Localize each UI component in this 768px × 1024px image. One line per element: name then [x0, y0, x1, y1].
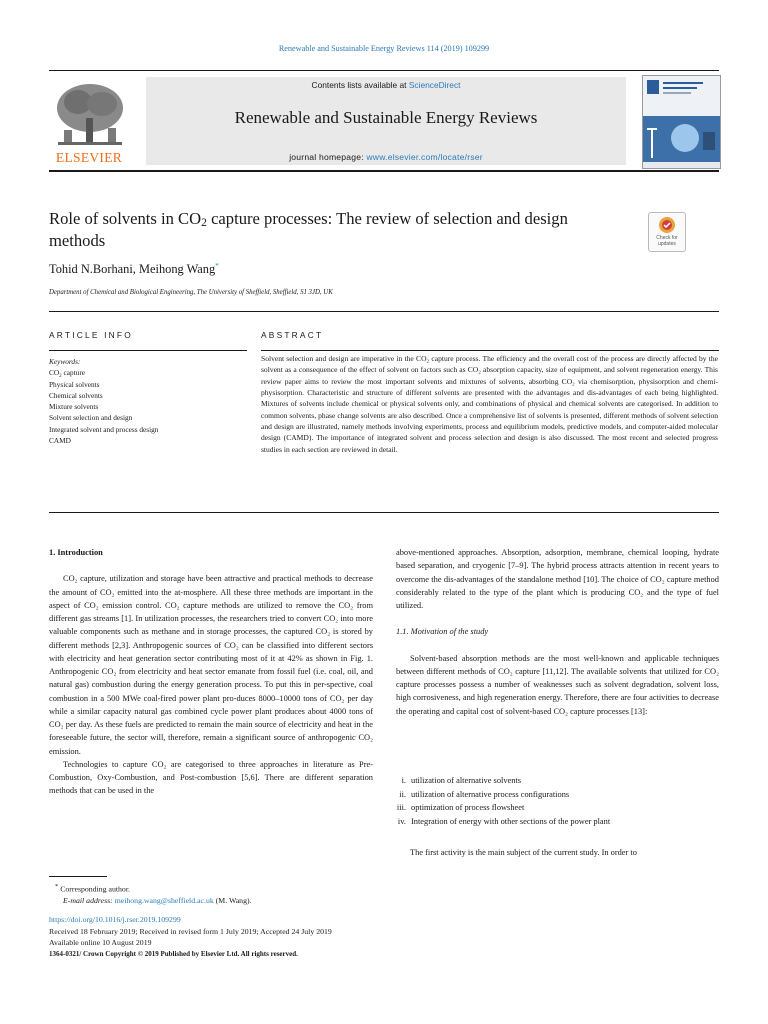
email-suffix: (M. Wang).	[213, 896, 252, 906]
footnote-rule	[49, 876, 107, 877]
email-label: E-mail address:	[63, 896, 115, 906]
list-item	[392, 817, 610, 826]
footnote: * Corresponding author. E-mail address: meihong.wang@sheffield.ac.uk (M. Wang).	[55, 883, 252, 906]
contents-prefix: Contents lists available at	[311, 80, 409, 90]
keyword-item: CAMD	[49, 436, 71, 446]
title-part1: Role of solvents in CO	[49, 209, 202, 228]
title-subscript: 2	[201, 216, 207, 229]
right-paragraph-3: The first activity is the main subject of the current study. In order to	[410, 848, 637, 857]
subsection-1-1-title: 1.1. Motivation of the study	[396, 627, 489, 637]
homepage-link[interactable]: www.elsevier.com/locate/rser	[366, 152, 483, 162]
keyword-item: Mixture solvents	[49, 402, 99, 412]
intro-paragraph-2: Technologies to capture CO₂ are categorised to three approaches in literature as Pre-Combustion, Oxy-Combustion, and Post-combustion [5,6]. There are different separation methods that can be used in the	[49, 759, 373, 796]
keywords-label: Keywords:	[49, 357, 81, 366]
keyword-item: Chemical solvents	[49, 390, 103, 400]
contents-line	[146, 80, 626, 90]
keywords-block	[49, 356, 249, 446]
journal-cover-image[interactable]	[642, 75, 721, 169]
abstract-heading: ABSTRACT	[261, 330, 324, 340]
homepage-line	[146, 152, 626, 162]
check-updates-icon	[649, 213, 685, 235]
article-footer	[49, 914, 332, 960]
right-paragraph-2: Solvent-based absorption methods are the most well-known and applicable techniques between different methods of CO₂ capture [11,12]. The available solvents that utilized for CO₂ capture processes possess a number of weaknesses such as solvent degradation, solvent loss, high corrosiveness, and high regeneration energy. Therefore, there are four activities to decrease the operating and capital cost of solvent-based CO₂ capture processes [13]:	[396, 653, 719, 716]
keyword-item: Physical solvents	[49, 379, 100, 389]
header-bottom-rule	[49, 170, 719, 172]
list-number: ii.	[399, 790, 406, 799]
list-text: Integration of energy with other sections of the power plant	[411, 817, 611, 826]
check-for-updates-badge[interactable]	[648, 212, 686, 252]
author-names: Tohid N.Borhani, Meihong Wang	[49, 262, 216, 277]
header-top-rule	[49, 70, 719, 71]
check-updates-line1: Check for	[656, 235, 678, 241]
received-dates: Received 18 February 2019; Received in revised form 1 July 2019; Accepted 24 July 2019	[49, 926, 332, 936]
list-item	[392, 803, 524, 812]
email-link[interactable]: meihong.wang@sheffield.ac.uk	[114, 896, 214, 906]
list-item	[392, 790, 569, 799]
info-heading-rule	[49, 350, 247, 351]
homepage-prefix: journal homepage:	[289, 152, 367, 162]
authors	[49, 262, 219, 277]
left-column	[49, 546, 373, 798]
list-number: iv.	[397, 817, 406, 826]
article-info-heading: ARTICLE INFO	[49, 330, 133, 340]
available-online: Available online 10 August 2019	[49, 938, 152, 948]
list-text: optimization of process flowsheet	[411, 803, 525, 812]
right-column	[396, 546, 719, 718]
publisher-logo-text: ELSEVIER	[55, 150, 123, 165]
list-number: iii.	[396, 803, 406, 812]
abstract-bottom-rule	[49, 512, 719, 513]
list-number: i.	[401, 776, 406, 785]
corresponding-author-note: Corresponding author.	[60, 884, 130, 894]
journal-citation[interactable]: Renewable and Sustainable Energy Reviews 114 (2019) 109299	[278, 44, 490, 53]
doi-link[interactable]: https://doi.org/10.1016/j.rser.2019.109299	[49, 915, 181, 924]
abstract-heading-rule	[261, 350, 719, 351]
article-title	[49, 208, 639, 252]
corresponding-mark[interactable]: *	[215, 262, 219, 270]
sciencedirect-link[interactable]: ScienceDirect	[408, 80, 461, 90]
right-paragraph-1: above-mentioned approaches. Absorption, adsorption, membrane, chemical looping, hydrate based separation, and cryogenic [7–9]. The hybrid process attracts attention in recent years to overcome the dis-advantages of the standalone method [10]. The choice of CO₂ capture method considerably related to the type of the plant which is producing CO₂ and the type of fuel utilized.	[396, 548, 719, 610]
check-updates-line2: updates	[658, 241, 676, 247]
keyword-item: Integrated solvent and process design	[49, 424, 159, 434]
keyword-item: $CO_2$ capture	[49, 368, 85, 380]
list-text: utilization of alternative solvents	[411, 776, 522, 785]
intro-paragraph-1: CO₂ capture, utilization and storage have been attractive and practical methods to decrease the amount of CO₂ emitted into the at-mosphere. All these three methods are important in the aspect of CO₂ emission control. CO₂ capture methods are utilized to remove the CO₂ from different gas streams [1]. In utilization processes, the researchers tried to convert CO₂ into more valuable components such as methane and in storage processes, the captured CO₂ is stored by different methods [2,3]. Anthropogenic sources of CO₂ can be classified into different sectors with electricity and heat generation sector contributing most of it at 42% as shown in Fig. 1. Anthropogenic CO₂ from electricity and heat sector emanate from fossil fuel (i.e. coal, oil, and natural gas) combustion during the energy generation process. To put this in per-spective, coal combustion in a 500 MWe coal-fired power plant pro-duces 8000–10000 tons of CO₂ per day while a similar capacity natural gas combined cycle power plant produces about 4000 tons of CO₂ per day. As these fuels are predicted to remain the main source of electricity and heat in the foreseeable future, the sector will, therefore, remain a significant source of anthropogenic CO₂ emission.	[49, 574, 373, 756]
affiliation: Department of Chemical and Biological Engineering, The University of Sheffield, Sheffield, S1 3JD, UK	[49, 289, 333, 296]
copyright: 1364-0321/ Crown Copyright © 2019 Published by Elsevier Ltd. All rights reserved.	[49, 949, 298, 958]
title-part2: capture processes: The review of selection and design	[206, 209, 568, 228]
abstract-text: Solvent selection and design are imperative in the CO₂ capture process. The efficiency and the overall cost of the process are directly affected by the solvent as a consequence of the effect of solvent on factors such as CO₂ absorption capacity, size of equipment, and solvent regeneration energy. This review paper aims to review the most important solvents and mixtures of solvents, absorbing CO₂ via chemisorption, physisorption and chemi-physisorption. Characteristic and structure of different solvents are presented with the advantages and dis-advantages of each being highlighted. Mixtures of solvents include chemical or physical solvents only, and combinations of physical and chemical solvents are categorised. In addition to common solvents, phase change solvents are also described. Once a comprehensive list of solvents is presented, different methods of solvent selection and design are illustrated, namely methods involving experiments, process and equilibrium models, predictive models, and computer-aided molecular design (CAMD). The importance of integrated solvent and process selection and design is also discussed. The most recent and selected progress studies in each section are reviewed in detail.	[261, 354, 718, 454]
title-line2: methods	[49, 231, 106, 250]
list-text: utilization of alternative process configurations	[411, 790, 570, 799]
elsevier-tree-logo	[52, 80, 128, 148]
list-item	[392, 776, 521, 785]
info-top-rule	[49, 311, 719, 312]
keyword-item: Solvent selection and design	[49, 413, 133, 423]
journal-title: Renewable and Sustainable Energy Reviews	[234, 108, 538, 127]
section-1-title: 1. Introduction	[49, 548, 103, 557]
